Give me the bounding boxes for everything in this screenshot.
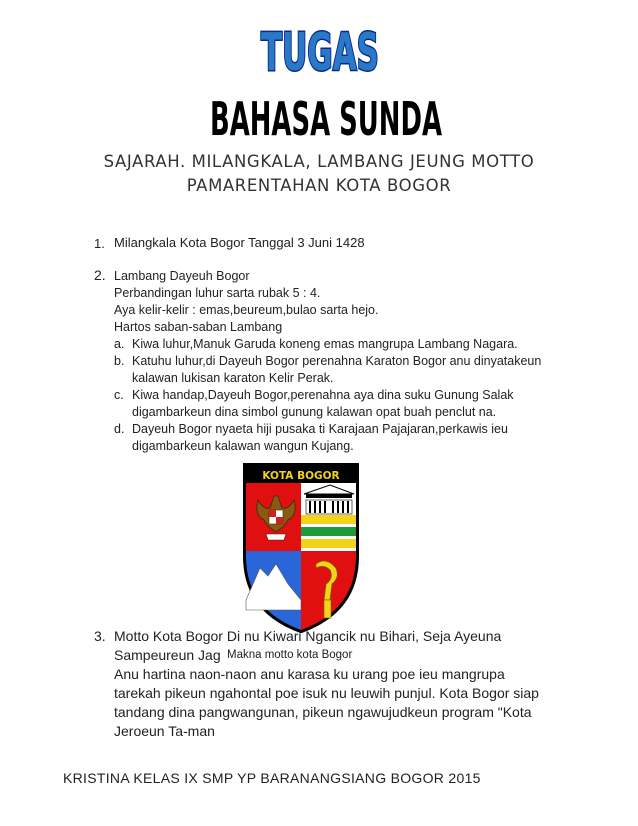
item-2-heading: Lambang Dayeuh Bogor [114, 269, 250, 283]
item-2-number: 2. [94, 267, 106, 283]
kota-bogor-emblem [236, 460, 366, 635]
subitem-b-line1: Katuhu luhur,di Dayeuh Bogor perenahna Karaton Bogor anu dinyatakeun [132, 354, 542, 368]
subitem-b-letter: b. [114, 354, 125, 368]
item-1-number: 1. [94, 236, 105, 251]
item-3-line3: Anu hartina naon-naon anu karasa ku urang poe ieu mangrupa [114, 666, 505, 682]
page-footer: KRISTINA KELAS IX SMP YP BARANANGSIANG BOGOR 2015 [63, 770, 481, 786]
subitem-d-letter: d. [114, 422, 125, 436]
item-3-line5: tandang dina pangwangunan, pikeun ngawujudkeun program "Kota [114, 704, 532, 720]
item-3-line6: Jeroeun Ta-man [114, 723, 215, 739]
item-3-line2a: Sampeureun Jag [114, 647, 221, 663]
item-2-line2: Aya kelir-kelir : emas,beureum,bulao sarta hejo. [114, 303, 379, 317]
subitem-a-letter: a. [114, 337, 125, 351]
subitem-c-letter: c. [114, 388, 124, 402]
emblem-banner-text: KOTA BOGOR [262, 470, 340, 482]
subitem-d-line1: Dayeuh Bogor nyaeta hiji pusaka ti Karajaan Pajajaran,perkawis ieu [132, 422, 508, 436]
item-2-line3: Hartos saban-saban Lambang [114, 320, 283, 334]
item-2-line1: Perbandingan luhur sarta rubak 5 : 4. [114, 286, 321, 300]
item-3-line2b: Makna motto kota Bogor [227, 649, 353, 661]
item-3-line1: Motto Kota Bogor Di nu Kiwari Ngancik nu Bihari, Seja Ayeuna [114, 628, 502, 644]
document-title-line1: SAJARAH. MILANGKALA, LAMBANG JEUNG MOTTO [103, 152, 535, 171]
subitem-a-line1: Kiwa luhur,Manuk Garuda koneng emas mangrupa Lambang Nagara. [132, 337, 518, 351]
subitem-c-line1: Kiwa handap,Dayeuh Bogor,perenahna aya dina suku Gunung Salak [132, 388, 514, 402]
subitem-c-line2: digambarkeun dina simbol gunung kalawan opat buah penclut na. [132, 405, 497, 419]
wordart-heading [0, 0, 638, 150]
subitem-d-line2: digambarkeun kalawan wangun Kujang. [132, 439, 354, 453]
wordart-tugas: TUGAS [261, 23, 379, 83]
document-title-line2: PAMARENTAHAN KOTA BOGOR [186, 176, 452, 195]
item-1-text: Milangkala Kota Bogor Tanggal 3 Juni 1428 [114, 235, 365, 250]
item-3-line4: tarekah pikeun ngahontal poe isuk nu leuwih punjul. Kota Bogor siap [114, 685, 539, 701]
item-3-number: 3. [94, 628, 106, 644]
subitem-b-line2: kalawan lukisan karaton Kelir Perak. [132, 371, 334, 385]
palace-icon [301, 485, 356, 548]
wordart-bahasa-sunda: BAHASA SUNDA [210, 92, 443, 146]
